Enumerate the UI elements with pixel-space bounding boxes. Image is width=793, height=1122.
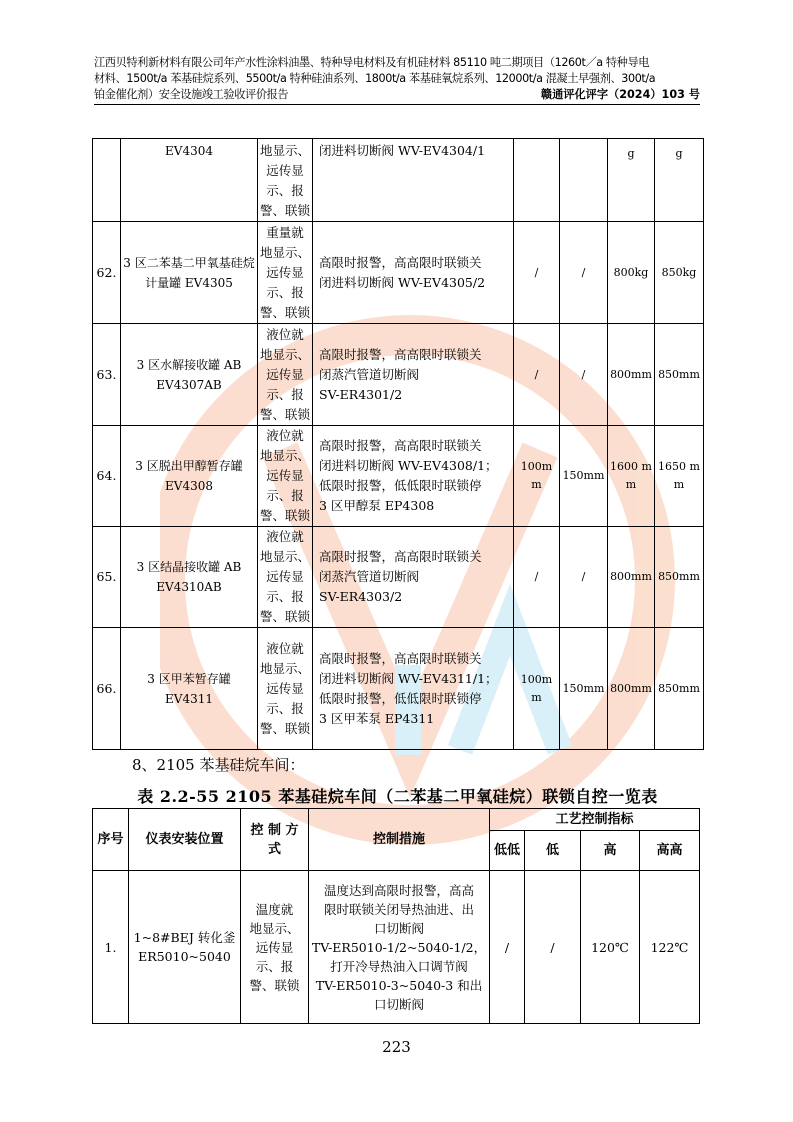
row-high-high: 850mm (655, 628, 704, 750)
document-number: 赣通评化评字（2024）103 号 (540, 88, 700, 101)
page-number: 223 (382, 1038, 411, 1056)
row-control-mode-line: 警、联锁 (260, 720, 311, 736)
interlock-table-2105 (92, 808, 700, 1024)
row-location: 3 区甲苯暂存罐 EV4311 (121, 628, 258, 750)
row-control-mode-line: 液位就 (266, 529, 304, 544)
row-control-mode-line: 地显示、 (260, 549, 311, 564)
row-low-low: / (514, 222, 560, 324)
row-seq: 62. (93, 222, 121, 324)
row-high: g (608, 139, 655, 222)
row-high: 800mm (608, 324, 655, 426)
row-low-low: 100mm (514, 628, 560, 750)
row-control-measures (313, 222, 514, 324)
page-header (94, 55, 700, 103)
row-location: 3 区结晶接收罐 AB EV4310AB (121, 527, 258, 628)
row-low (560, 139, 608, 222)
row-seq (93, 139, 121, 222)
row-control-mode-line: 示、报 (266, 386, 304, 402)
table-row (93, 324, 704, 426)
table-row (93, 628, 704, 750)
row-low-low: 100mm (514, 426, 560, 527)
row-control-mode (258, 628, 313, 750)
row-control-measures-line: 闭进料切断阀 WV-EV4308/1； (319, 458, 498, 473)
header-control-mode: 控 制 方 式 (241, 809, 309, 871)
row-control-mode-line: 地显示、 (260, 448, 311, 463)
row-low-low: / (514, 324, 560, 426)
row-control-measures (313, 527, 514, 628)
header-low-low: 低低 (490, 831, 525, 871)
header-low: 低 (525, 831, 581, 871)
row-control-mode-line: 远传显 (255, 939, 294, 955)
row-control-measures-line: 高限时报警，高高限时联锁关 (319, 438, 482, 453)
table-row (93, 871, 700, 1024)
row-control-measures (313, 324, 514, 426)
row-control-measures-line: SV-ER4301/2 (319, 386, 403, 402)
row-high: 800kg (608, 222, 655, 324)
row-control-measures-line: 打开冷导热油入口调节阀 (330, 958, 468, 974)
row-control-measures-line: 口切断阀 (373, 996, 424, 1012)
row-control-mode-line: 警、联锁 (260, 609, 311, 624)
row-control-measures-line: 高限时报警，高高限时联锁关 (319, 254, 482, 270)
row-control-mode-line: 液位就 (266, 326, 304, 342)
row-control-measures (309, 871, 490, 1024)
row-high: 120℃ (581, 871, 640, 1024)
header-high-high: 高高 (640, 831, 700, 871)
row-control-mode-line: 远传显 (266, 366, 304, 382)
row-low-low: / (490, 871, 525, 1024)
row-control-mode-line: 液位就 (266, 640, 304, 656)
row-control-mode-line: 示、报 (255, 958, 294, 974)
header-high: 高 (581, 831, 640, 871)
header-line-1: 江西贝特利新材料有限公司年产水性涂料油墨、特种导电材料及有机硅材料 85110 吨二期项目（1260t／a 特种导电 (94, 56, 650, 69)
row-low: / (560, 527, 608, 628)
row-control-measures (313, 628, 514, 750)
row-seq: 63. (93, 324, 121, 426)
row-control-measures-line: 低限时报警，低低限时联锁停 (319, 690, 482, 706)
row-control-mode-line: 示、报 (266, 284, 304, 300)
row-control-mode-line: 示、报 (266, 700, 304, 716)
row-high-high: 1650 mm (655, 426, 704, 527)
row-high-high: 122℃ (640, 871, 700, 1024)
row-location: EV4304 (121, 139, 258, 222)
header-control-measures: 控制措施 (309, 809, 490, 871)
table-row (93, 527, 704, 628)
row-high-high: 850kg (655, 222, 704, 324)
row-control-measures (313, 426, 514, 527)
row-high: 800mm (608, 527, 655, 628)
row-high: 1600 mm (608, 426, 655, 527)
row-control-measures-line: 3 区甲苯泵 EP4311 (319, 710, 435, 726)
row-control-measures-line: 限时联锁关闭导热油进、出 (323, 901, 474, 917)
row-low: / (560, 324, 608, 426)
row-control-measures (313, 139, 514, 222)
row-control-mode-line: 警、联锁 (260, 406, 311, 422)
row-control-measures-line: 高限时报警，高高限时联锁关 (319, 346, 482, 362)
row-control-measures-line: 高限时报警，高高限时联锁关 (319, 549, 482, 564)
row-seq: 65. (93, 527, 121, 628)
row-control-mode-line: 远传显 (266, 468, 304, 483)
table-title: 表 2.2-55 2105 苯基硅烷车间（二苯基二甲氧硅烷）联锁自控一览表 (137, 787, 658, 806)
row-control-mode-line: 警、联锁 (260, 304, 311, 320)
row-control-mode-line: 重量就 (266, 224, 304, 240)
row-control-mode-line: 地显示、 (260, 346, 311, 362)
row-control-measures-line: 闭进料切断阀 WV-EV4305/2 (319, 274, 486, 290)
row-control-mode-line: 地显示、 (260, 244, 311, 260)
row-location: 3 区二苯基二甲氧基硅烷计量罐 EV4305 (121, 222, 258, 324)
row-seq: 66. (93, 628, 121, 750)
row-control-measures-line: TV-ER5010-3~5040-3 和出 (315, 977, 483, 993)
row-location: 3 区脱出甲醇暂存罐 EV4308 (121, 426, 258, 527)
row-control-measures-line: 高限时报警，高高限时联锁关 (319, 650, 482, 666)
row-control-measures-line: 闭进料切断阀 WV-EV4311/1； (319, 670, 498, 686)
row-control-mode-line: 地显示、 (260, 143, 311, 158)
row-control-measures-line: TV-ER5010-1/2~5040-1/2， (311, 939, 487, 955)
row-control-mode-line: 示、报 (266, 589, 304, 604)
header-line-2: 材料、1500t/a 苯基硅烷系列、5500t/a 特种硅油系列、1800t/a 苯基硅氧烷系列、12000t/a 混凝土早强剂、300t/a (94, 72, 656, 85)
row-control-measures-line: 口切断阀 (373, 920, 424, 936)
row-low: 150mm (560, 628, 608, 750)
table-row (93, 139, 704, 222)
row-seq: 64. (93, 426, 121, 527)
row-control-mode-line: 地显示、 (249, 920, 300, 936)
header-process-limits: 工艺控制指标 (490, 809, 700, 831)
row-control-mode-line: 远传显 (266, 680, 304, 696)
table1-body (93, 139, 704, 750)
row-control-measures-line: SV-ER4303/2 (319, 589, 403, 604)
row-control-mode (258, 527, 313, 628)
row-control-mode-line: 温度就 (255, 901, 294, 917)
row-control-measures-line: 温度达到高限时报警，高高 (323, 882, 474, 898)
table-row (93, 426, 704, 527)
row-control-measures-line: 闭蒸汽管道切断阀 (319, 569, 420, 584)
row-high-high: g (655, 139, 704, 222)
header-line-3: 铂金催化剂）安全设施竣工验收评价报告 (94, 88, 289, 101)
header-rule (94, 104, 700, 105)
row-control-mode-line: 警、联锁 (249, 977, 300, 993)
row-location: 1~8#BEJ 转化釜 ER5010~5040 (129, 871, 241, 1024)
interlock-table-continued (92, 138, 704, 750)
table2-body (93, 871, 700, 1024)
row-location: 3 区水解接收罐 AB EV4307AB (121, 324, 258, 426)
row-control-mode (258, 324, 313, 426)
header-seq: 序号 (93, 809, 129, 871)
row-control-measures-line: 闭进料切断阀 WV-EV4304/1 (319, 143, 486, 158)
row-high-high: 850mm (655, 527, 704, 628)
row-high: 800mm (608, 628, 655, 750)
row-control-mode-line: 示、报 (266, 183, 304, 198)
row-control-measures-line: 闭蒸汽管道切断阀 (319, 366, 420, 382)
section-heading: 8、2105 苯基硅烷车间： (132, 756, 305, 774)
row-low: / (560, 222, 608, 324)
row-control-measures-line: 3 区甲醇泵 EP4308 (319, 498, 435, 513)
header-location: 仪表安装位置 (129, 809, 241, 871)
row-low: / (525, 871, 581, 1024)
row-control-mode-line: 示、报 (266, 488, 304, 503)
row-control-mode-line: 远传显 (266, 264, 304, 280)
row-control-mode-line: 远传显 (266, 163, 304, 178)
row-control-mode-line: 液位就 (266, 428, 304, 443)
row-control-mode (241, 871, 309, 1024)
row-control-mode (258, 426, 313, 527)
row-control-mode-line: 警、联锁 (260, 203, 311, 218)
row-control-mode-line: 地显示、 (260, 660, 311, 676)
row-low-low: / (514, 527, 560, 628)
row-control-mode-line: 警、联锁 (260, 508, 311, 523)
row-control-mode-line: 远传显 (266, 569, 304, 584)
row-control-mode (258, 222, 313, 324)
row-low-low (514, 139, 560, 222)
row-control-mode (258, 139, 313, 222)
table-row (93, 222, 704, 324)
row-seq: 1. (93, 871, 129, 1024)
row-high-high: 850mm (655, 324, 704, 426)
row-low: 150mm (560, 426, 608, 527)
row-control-measures-line: 低限时报警，低低限时联锁停 (319, 478, 482, 493)
